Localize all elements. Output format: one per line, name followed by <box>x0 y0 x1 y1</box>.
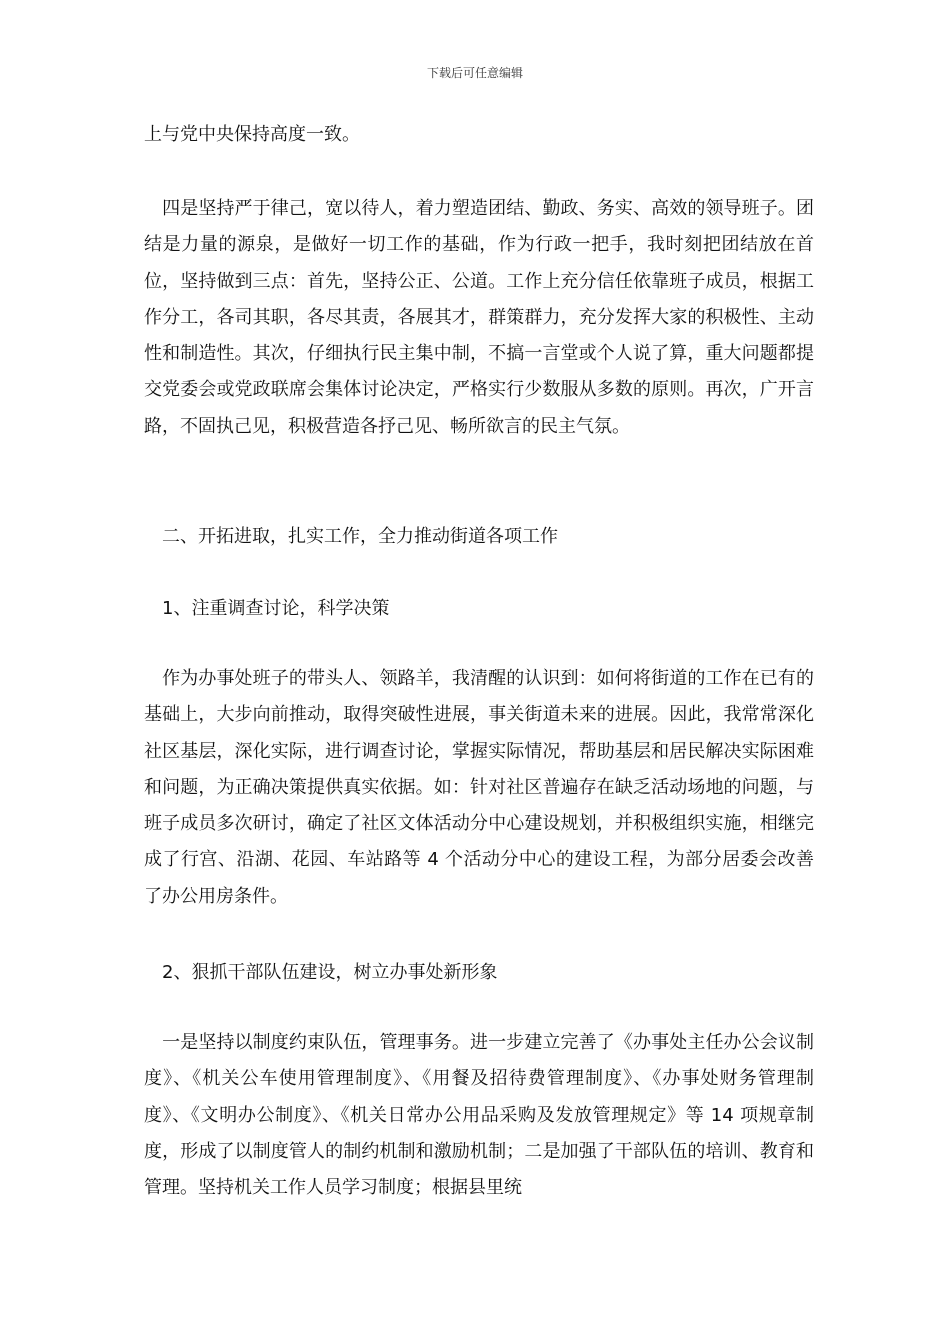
paragraph-continuation: 上与党中央保持高度一致。 <box>144 124 360 145</box>
page-header: 下载后可任意编辑 <box>426 66 523 80</box>
subsection-heading-1: 1、注重调查讨论，科学决策 <box>162 598 390 619</box>
paragraph-team-building: 一是坚持以制度约束队伍，管理事务。进一步建立完善了《办事处主任办公会议制度》、《机关公车使用管理制度》、《用餐及招待费管理制度》、《办事处财务管理制度》、《文明办公制度》、《机关日常办公用品采购及发放管理规定》等 14 项规章制度，形成了以制度管人的制约机制和激励机制；二是加强了干部队伍的培训、教育和管理。坚持机关工作人员学习制度；根据县里统 <box>144 1032 814 1199</box>
paragraph-leadership-team: 四是坚持严于律己，宽以待人，着力塑造团结、勤政、务实、高效的领导班子。团结是力量的源泉，是做好一切工作的基础，作为行政一把手，我时刻把团结放在首位，坚持做到三点：首先，坚持公正、公道。工作上充分信任依靠班子成员，根据工作分工，各司其职，各尽其责，各展其才，群策群力，充分发挥大家的积极性、主动性和制造性。其次，仔细执行民主集中制，不搞一言堂或个人说了算，重大问题都提交党委会或党政联席会集体讨论决定，严格实行少数服从多数的原则。再次，广开言路，不固执己见，积极营造各抒己见、畅所欲言的民主气氛。 <box>144 198 814 437</box>
subsection-heading-2: 2、狠抓干部队伍建设，树立办事处新形象 <box>162 962 498 983</box>
section-heading-2: 二、开拓进取，扎实工作，全力推动街道各项工作 <box>162 526 558 547</box>
paragraph-research-decision: 作为办事处班子的带头人、领路羊，我清醒的认识到：如何将街道的工作在已有的基础上，大步向前推动，取得突破性进展，事关街道未来的进展。因此，我常常深化社区基层，深化实际，进行调查讨论，掌握实际情况，帮助基层和居民解决实际困难和问题，为正确决策提供真实依据。如：针对社区普遍存在缺乏活动场地的问题，与班子成员多次研讨，确定了社区文体活动分中心建设规划，并积极组织实施，相继完成了行宫、沿湖、花园、车站路等 4 个活动分中心的建设工程，为部分居委会改善了办公用房条件。 <box>144 668 814 907</box>
